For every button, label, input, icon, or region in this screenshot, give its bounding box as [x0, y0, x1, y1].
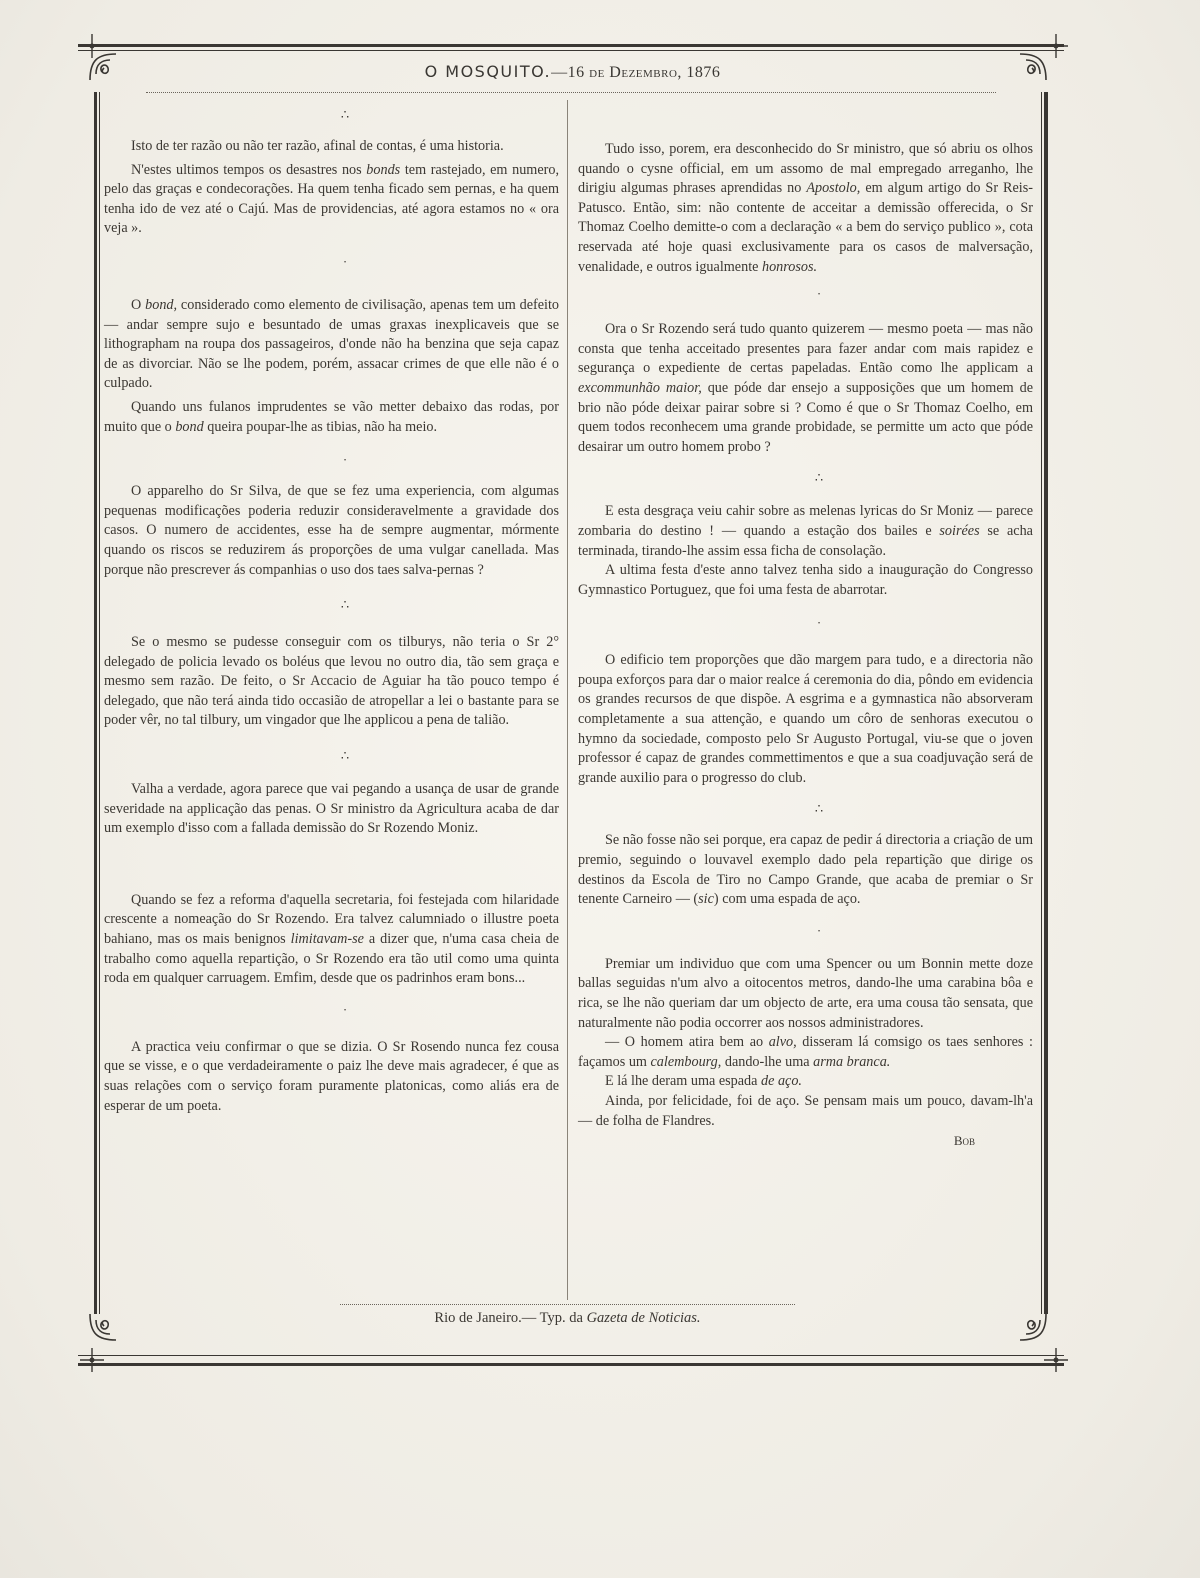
paragraph: Ora o Sr Rozendo será tudo quanto quizerem — mesmo poeta — mas não consta que tenha acceitado presentes para fazer andar com mais rapidez e segurança o expediente de certas papeladas. Então como lhe applicam a excommunhão maior, que póde dar ensejo a supposições que um homem de brio não póde deixar pairar sobre si ? Como é que o Sr Thomaz Coelho, em quem todos reconhecem uma grande probidade, se permitte um acto que póde desairar um outro homem probo ?	[578, 321, 1033, 455]
paragraph: Se não fosse não sei porque, era capaz de pedir á directoria a criação de um premio, seguindo o louvavel exemplo dado pela repartição que dirige os destinos da Escola de Tiro no Campo Grande, que acaba de premiar o Sr tenente Carneiro — (sic) com uma espada de aço.	[578, 832, 1033, 908]
section-separator: ∴	[340, 107, 350, 122]
author-signature: Bob	[953, 1133, 975, 1149]
paragraph: A ultima festa d'este anno talvez tenha sido a inauguração do Congresso Gymnastico Portuguez, que foi uma festa de abarrotar.	[578, 562, 1033, 598]
ornament-corner-icon	[1008, 1302, 1050, 1344]
right-column	[578, 140, 1033, 1151]
paragraph: Tudo isso, porem, era desconhecido do Sr ministro, que só abriu os olhos quando o cysne official, em um assomo de mal empregado arreganho, lhe dirigiu algumas phrases aprendidas no Apostolo, em algum artigo do Sr Reis-Patusco. Então, sim: não contente de acceitar a demissão offerecida, o Sr Thomaz Coelho demitte-o com a declaração « a bem do serviço publico », cota reservada até hoje quasi exclusivamente para os casos de malversação, venalidade, e outros igualmente honrosos.	[578, 141, 1033, 275]
footer-divider	[340, 1304, 795, 1305]
frame-right-border	[1041, 92, 1048, 1314]
paragraph: O bond, considerado como elemento de civilisação, apenas tem um defeito — andar sempre sujo e besuntado de umas graxas inexplicaveis que se lithographam na roupa dos passageiros, d'onde não ha benzina que seja capaz de as divorciar. Não se lhe podem, porém, assacar crimes de que elle não é o culpado.	[104, 296, 559, 392]
left-column	[104, 108, 559, 1116]
paragraph: Se o mesmo se pudesse conseguir com os tilburys, não teria o Sr 2° delegado de policia levado os boléus que levou no outro dia, tão sem graça e mesmo sem razão. De feito, o Sr Accacio de Aguiar ha tão pouco tempo é delegado, que não terá ainda tido occasião de atropellar a lei o bastante para se poder vêr, no tal tilbury, um vingador que lhe applicou a pena de talião.	[104, 634, 559, 729]
section-separator: ·	[342, 253, 348, 269]
section-separator: ∴	[340, 748, 350, 764]
imprint-text: Rio de Janeiro.— Typ. da	[434, 1310, 587, 1326]
paragraph: N'estes ultimos tempos os desastres nos bonds tem rastejado, em numero, pelo das graças e condecorações. Ha quem tenha ficado sem pernas, e ha quem tenha ido de vez até o Cajú. Mas de providencias, até agora estamos no « ora veja ».	[104, 161, 559, 237]
section-separator: ∴	[814, 801, 824, 817]
paragraph: Quando se fez a reforma d'aquella secretaria, foi festejada com hilaridade crescente a nomeação do Sr Rozendo. Era talvez calumniado o illustre poeta bahiano, mas os mais benignos limitavam-se a dizer que, n'uma casa cheia de trabalho como aquella repartição, o Sr Rozendo era tão util como uma quinta roda em qualquer carruagem. Emfim, desde que os padrinhos eram bons...	[104, 891, 559, 987]
paragraph: E lá lhe deram uma espada de aço.	[605, 1073, 802, 1090]
issue-date: —16 de Dezembro, 1876	[551, 64, 721, 81]
section-separator: ∴	[340, 597, 350, 613]
header-divider	[146, 92, 996, 97]
ornament-cross-icon	[79, 1347, 105, 1373]
section-separator: ·	[342, 452, 348, 468]
paragraph: Quando uns fulanos imprudentes se vão metter debaixo das rodas, por muito que o bond queira poupar-lhe as tibias, não ha meio.	[104, 398, 559, 435]
section-separator: ·	[816, 615, 822, 631]
paragraph: Isto de ter razão ou não ter razão, afinal de contas, é uma historia.	[131, 138, 504, 154]
ornament-corner-icon	[86, 1302, 128, 1344]
paragraph: Valha a verdade, agora parece que vai pegando a usança de usar de grande severidade na applicação das penas. O Sr ministro da Agricultura acaba de dar um exemplo d'isso com a fallada demissão do Sr Rozendo Moniz.	[104, 781, 559, 837]
paper-title: O MOSQUITO.	[424, 62, 552, 81]
section-separator: ·	[342, 1001, 348, 1017]
imprint-publisher: Gazeta de Noticias.	[586, 1310, 701, 1326]
paragraph: O edificio tem proporções que dão margem para tudo, e a directoria não poupa exforços para dar o maior realce á ceremonia do dia, pôndo em evidencia os grandes recursos de que dispõe. A esgrima e a gymnastica não absorveram completamente a sua attenção, e quando um côro de senhoras executou o hymno da sociedade, composto pelo Sr Augusto Portugal, viu-se que o joven professor é capaz de grandes commettimentos e que a sua coadjuvação será de grande auxilio para o progresso do club.	[578, 652, 1033, 786]
paragraph: O apparelho do Sr Silva, de que se fez uma experiencia, com algumas pequenas modificações poderia reduzir consideravelmente a gravidade dos casos. O numero de accidentes, esse ha de sempre augmentar, mórmente quando os riscos se reduzirem ás proporções de uma vulgar canellada. Mas porque não prescrever ás companhias o uso dos taes salva-pernas ?	[104, 483, 559, 578]
ornament-cross-icon	[79, 33, 105, 59]
ornament-cross-icon	[1043, 1347, 1069, 1373]
imprint-footer	[330, 1310, 805, 1327]
page-header	[100, 62, 1045, 82]
paragraph: A practica veiu confirmar o que se dizia. O Sr Rosendo nunca fez cousa que se visse, e o que verdadeiramente o paiz lhe deve mais agradecer, é que as suas relações com o serviço foram puramente platonicas, como aliás era de esperar de um poeta.	[104, 1038, 559, 1114]
section-separator: ∴	[814, 470, 824, 486]
section-separator: ·	[816, 922, 822, 938]
paragraph: — O homem atira bem ao alvo, disseram lá comsigo os taes senhores : façamos um calembourg, dando-lhe uma arma branca.	[578, 1034, 1033, 1070]
ornament-cross-icon	[1043, 33, 1069, 59]
column-divider	[567, 100, 568, 1300]
paragraph: E esta desgraça veiu cahir sobre as melenas lyricas do Sr Moniz — parece zombaria do destino ! — quando a estação dos bailes e soirées se acha terminada, tirando-lhe assim essa ficha de consolação.	[578, 503, 1033, 559]
paragraph: Premiar um individuo que com uma Spencer ou um Bonnin mette doze ballas seguidas n'um alvo a oitocentos metros, dando-lhe uma carabina bôa e rica, se lhe não queriam dar um objecto de arte, era uma cousa tão sensata, que naturalmente não podia occorrer aos nossos administradores.	[578, 955, 1033, 1031]
frame-left-border	[94, 92, 100, 1314]
section-separator: ·	[816, 286, 822, 302]
paragraph: Ainda, por felicidade, foi de aço. Se pensam mais um pouco, davam-lh'a — de folha de Flandres.	[578, 1092, 1033, 1129]
